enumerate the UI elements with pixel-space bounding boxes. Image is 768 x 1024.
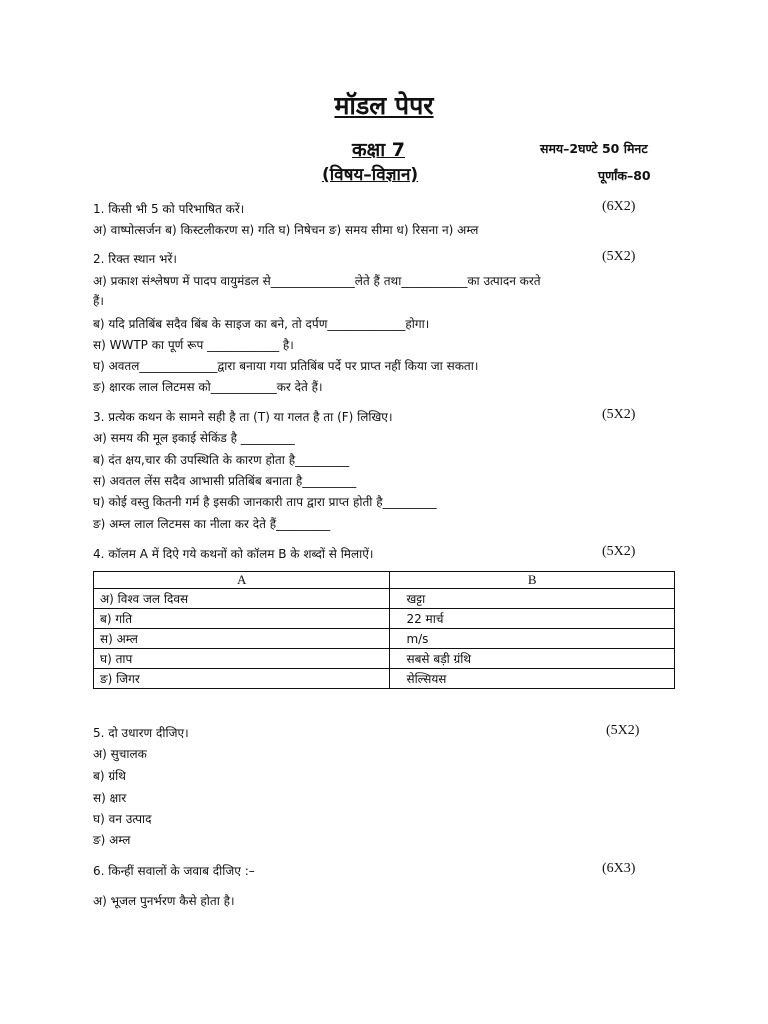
question-2-item: घ) अवतल_____________द्वारा बनाया गया प्रतिबिंब पर्दे पर प्राप्त नहीं किया जा सकता। bbox=[93, 359, 479, 373]
question-3-item: स) अवतल लेंस सदैव आभासी प्रतिबिंब बनाता है_________ bbox=[93, 474, 357, 488]
question-3-marks: (5X2) bbox=[602, 407, 636, 422]
question-5: 5. दो उधारण दीजिए। bbox=[93, 726, 189, 740]
total-marks-label: पूर्णांक–80 bbox=[598, 168, 651, 183]
question-2-item: स) WWTP का पूर्ण रूप ____________ है। bbox=[93, 338, 294, 352]
question-3-item: घ) कोई वस्तु कितनी गर्म है इसकी जानकारी ताप द्वारा प्राप्त होती है_________ bbox=[93, 495, 437, 509]
question-5-item: अ) सुचालक bbox=[93, 747, 147, 761]
question-2-marks: (5X2) bbox=[602, 249, 636, 264]
question-2-item: हैं। bbox=[93, 294, 104, 308]
page-title: मॉडल पेपर bbox=[334, 91, 434, 120]
question-5-marks: (5X2) bbox=[606, 723, 640, 738]
table-row bbox=[94, 609, 675, 629]
question-1-items: अ) वाष्पोत्सर्जन ब) किस्टलीकरण स) गति घ) निषेचन ङ) समय सीमा ध) रिसना न) अम्ल bbox=[93, 223, 479, 237]
time-label: समय–2घण्टे 50 मिनट bbox=[540, 141, 648, 156]
question-6-item: अ) भूजल पुनर्भरण कैसे होता है। bbox=[93, 894, 235, 908]
question-5-item: स) क्षार bbox=[93, 791, 127, 805]
question-1-marks: (6X2) bbox=[602, 199, 636, 214]
class-label: कक्षा 7 bbox=[352, 139, 405, 161]
table-cell: ब) गति bbox=[94, 609, 390, 629]
table-cell: ङ) जिगर bbox=[94, 669, 390, 689]
table-row bbox=[94, 669, 675, 689]
subject-label: (विषय–विज्ञान) bbox=[322, 165, 419, 185]
table-header-row bbox=[94, 572, 675, 589]
question-5-item: ब) ग्रंथि bbox=[93, 769, 126, 783]
question-2: 2. रिक्त स्थान भरें। bbox=[93, 252, 177, 266]
table-row bbox=[94, 589, 675, 609]
table-row bbox=[94, 629, 675, 649]
table-cell: अ) विश्व जल दिवस bbox=[94, 589, 390, 609]
table-cell: m/s bbox=[390, 629, 675, 649]
question-3: 3. प्रत्येक कथन के सामने सही है ता (T) या गलत है ता (F) लिखिए। bbox=[93, 410, 393, 424]
table-cell: सेल्सियस bbox=[390, 669, 675, 689]
table-cell: स) अम्ल bbox=[94, 629, 390, 649]
question-6: 6. किन्हीं सवालों के जवाब दीजिए :– bbox=[93, 864, 255, 878]
question-3-item: ङ) अम्ल लाल लिटमस का नीला कर देते हैं_________ bbox=[93, 517, 331, 531]
column-a-header: A bbox=[94, 572, 390, 589]
table-cell: सबसे बड़ी ग्रंथि bbox=[390, 649, 675, 669]
question-6-marks: (6X3) bbox=[602, 861, 636, 876]
question-5-item: ङ) अम्ल bbox=[93, 833, 131, 847]
question-4: 4. कॉलम A में दिऐ गये कथनों को कॉलम B के शब्दों से मिलाऐं। bbox=[93, 547, 374, 561]
question-3-item: ब) दंत क्षय,चार की उपस्थिति के कारण होता है_________ bbox=[93, 453, 350, 467]
table-cell: खट्टा bbox=[390, 589, 675, 609]
match-table bbox=[93, 571, 675, 689]
column-b-header: B bbox=[390, 572, 675, 589]
question-5-item: घ) वन उत्पाद bbox=[93, 812, 152, 826]
table-cell: घ) ताप bbox=[94, 649, 390, 669]
question-2-item: ङ) क्षारक लाल लिटमस को___________कर देते हैं। bbox=[93, 380, 323, 394]
question-2-item: ब) यदि प्रतिबिंब सदैव बिंब के साइज का बने, तो दर्पण_____________होगा। bbox=[93, 317, 430, 331]
table-cell: 22 मार्च bbox=[390, 609, 675, 629]
table-row bbox=[94, 649, 675, 669]
question-3-item: अ) समय की मूल इकाई सेकिंड है _________ bbox=[93, 431, 295, 445]
question-1: 1. किसी भी 5 को परिभाषित करें। bbox=[93, 202, 245, 216]
question-4-marks: (5X2) bbox=[602, 544, 636, 559]
question-2-item: अ) प्रकाश संश्लेषण में पादप वायुमंडल से______________लेते हैं तथा___________का उत्पादन करते bbox=[93, 274, 541, 288]
